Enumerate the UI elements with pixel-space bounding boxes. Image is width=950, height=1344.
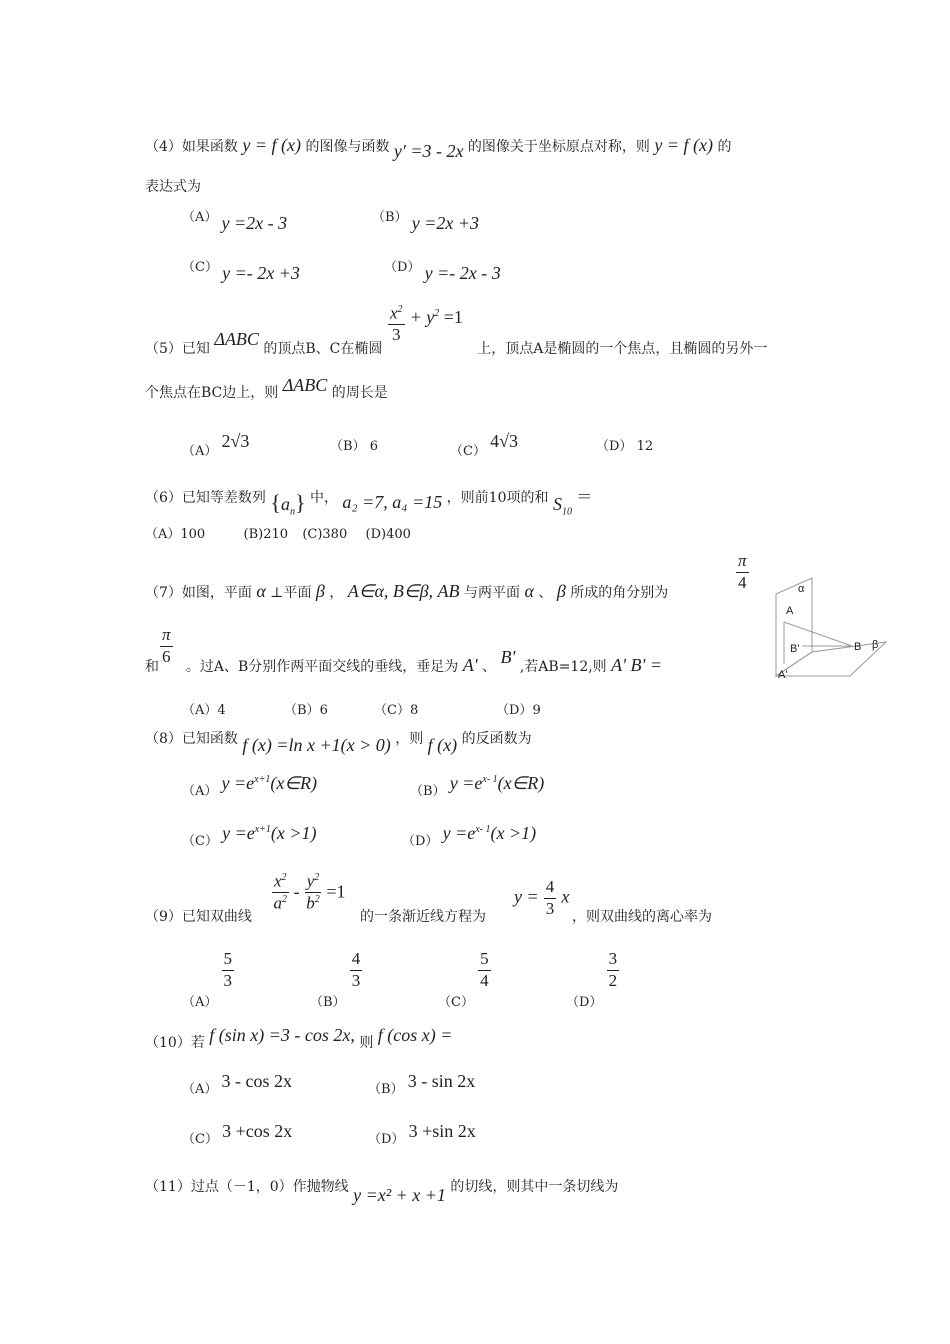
q7-beta: β (315, 581, 325, 601)
q7-b-prime: B' (500, 647, 516, 667)
option-expr: 4√3 (490, 431, 518, 451)
q7-option-a[interactable] (182, 704, 226, 717)
option-num: 5 (478, 950, 491, 971)
q6-text-c: ，则前10项的和 (446, 490, 549, 506)
plane-alpha (776, 578, 812, 676)
q9-hyperbola-eq (272, 872, 346, 914)
q5-text-d: 个焦点在BC边上，则 (145, 385, 279, 401)
q7-apbp: A' B' = (611, 655, 662, 675)
fig-label-alpha: α (798, 583, 805, 595)
q7-perp: ⊥平面 (270, 585, 312, 601)
q8-option-b[interactable] (410, 773, 545, 799)
q6-option-a[interactable] (145, 527, 205, 542)
option-label: (D) (365, 527, 387, 542)
q9-line (145, 910, 252, 924)
option-label: （B） (368, 1082, 404, 1097)
option-expr: 3 - cos 2x (221, 1071, 293, 1091)
q7-pi-4 (736, 552, 749, 592)
q9-text-a: （9）已知双曲线 (145, 909, 252, 925)
q9-line-b (360, 910, 486, 924)
option-label: （B） (330, 439, 366, 454)
q7-option-c[interactable] (374, 704, 418, 717)
asym-num: 4 (544, 878, 557, 899)
q7-text-f: ,若AB=12,则 (519, 659, 607, 675)
pi6-frac (160, 626, 173, 666)
q8-text-b: ，则 (395, 731, 424, 747)
hyp-den2: b (306, 894, 315, 913)
q7-alpha2: α (524, 581, 534, 601)
option-expr: y =2x +3 (411, 213, 479, 233)
asym-right: x (561, 886, 570, 907)
q6-line (145, 484, 593, 518)
seq-base: a (280, 494, 290, 514)
q7-comma: ， (329, 585, 344, 601)
q9-option-c[interactable] (438, 949, 491, 1010)
hyp-frac1: $\frac{x^2}{a^2}$ (273, 871, 288, 913)
q6-sum: S (552, 494, 562, 514)
q10-text-b: 则 (359, 1035, 374, 1051)
option-expr: 9 (532, 703, 541, 718)
q7-figure (766, 572, 890, 684)
q11-parabola: y =x² + x +1 (353, 1185, 446, 1205)
fig-label-a: A (786, 605, 794, 617)
q7-condition: A∈α, B∈β, AB (347, 581, 460, 601)
q4-option-b[interactable] (372, 206, 479, 233)
option-label: （C） (182, 834, 218, 849)
q9-text-b: 的一条渐近线方程为 (360, 909, 486, 925)
option-label: （A） (182, 994, 218, 1010)
option-label: （D） (368, 1132, 405, 1147)
q10-option-a[interactable] (182, 1071, 293, 1097)
option-den: 3 (223, 970, 233, 990)
q4-func-y2: y = f (x) (654, 135, 713, 155)
q4-text-c: 的图像关于坐标原点对称，则 (467, 139, 650, 155)
option-den: 4 (480, 970, 489, 990)
q6-option-c[interactable] (302, 527, 347, 542)
option-label: （B） (372, 210, 408, 225)
q7-line2 (145, 647, 662, 675)
ellipse-den: 3 (392, 325, 401, 345)
option-label: （A） (182, 784, 218, 799)
q4-option-c[interactable] (182, 256, 300, 283)
option-expr: 400 (386, 527, 411, 542)
q6-sum-sub: 10 (561, 506, 572, 518)
option-label: （A） (182, 444, 218, 459)
option-num: 3 (607, 950, 620, 971)
q5-triangle2: ΔABC (282, 375, 328, 395)
seq-sub: n (289, 506, 295, 518)
q5-text-e: 的周长是 (331, 385, 388, 401)
q5-triangle: ΔABC (214, 329, 259, 349)
option-expr: y =- 2x - 3 (424, 263, 501, 283)
option-label: （A） (145, 527, 181, 542)
q9-option-d[interactable] (566, 949, 619, 1010)
option-frac (607, 950, 620, 990)
q7-alpha: α (256, 581, 266, 601)
q5-text-c: 上，顶点A是椭圆的一个焦点，且椭圆的另外一 (477, 341, 768, 357)
option-label: （B） (310, 994, 346, 1010)
pi4-frac (736, 552, 749, 592)
option-sup: x+1 (254, 824, 271, 835)
option-expr: 3 +cos 2x (222, 1121, 293, 1141)
option-expr: 6 (369, 439, 378, 454)
option-label: （D） (596, 439, 633, 454)
q6-text-a: （6）已知等差数列 (145, 490, 266, 506)
option-label: （B） (284, 703, 320, 718)
hyp-num2: y (306, 871, 315, 891)
option-expr: 210 (263, 527, 289, 542)
q11-text-a: （11）过点（－1，0）作抛物线 (145, 1179, 349, 1195)
q6-text-b: 中， (309, 490, 338, 506)
ellipse-frac: $\frac{x^2}{3}$ (390, 303, 403, 345)
q7-text-b: 与两平面 (464, 585, 520, 601)
q10-option-c[interactable] (182, 1121, 293, 1147)
option-label: （A） (182, 703, 218, 718)
q6-equals: ＝ (576, 487, 593, 506)
fig-label-bp: B' (790, 643, 800, 655)
option-label: （D） (384, 260, 421, 275)
option-expr: 3 +sin 2x (408, 1121, 476, 1141)
option-label: （B） (410, 784, 446, 799)
hyp-minus: - (293, 881, 300, 902)
q7-option-d[interactable] (496, 704, 541, 717)
q5-line2 (145, 375, 388, 401)
q9-text-c: ，则双曲线的离心率为 (572, 909, 712, 925)
q5-option-a[interactable] (182, 431, 250, 459)
hyp-frac2: $\frac{y^2}{b^2}$ (306, 871, 320, 913)
q7-pi-6 (160, 626, 173, 666)
option-expr: y =- 2x +3 (222, 263, 300, 283)
fig-label-b: B (854, 641, 862, 653)
q11-line (145, 1176, 619, 1205)
q6-option-d[interactable] (366, 527, 411, 542)
q5-option-c[interactable] (450, 431, 518, 459)
option-expr: 4 (217, 703, 226, 718)
option-label: (C) (302, 527, 323, 542)
q4-func-g: y′ =3 - 2x (393, 141, 464, 161)
q8-option-a[interactable] (182, 773, 317, 799)
option-label: （A） (182, 210, 218, 225)
option-expr: 380 (322, 527, 348, 542)
ellipse-num: x (390, 303, 398, 323)
option-label: （C） (374, 703, 410, 718)
option-expr: 12 (636, 439, 654, 454)
q5-ellipse-eq: $\frac{x^2}{3}$ + $y^2 =1$ (390, 303, 463, 345)
option-label: （D） (402, 834, 439, 849)
fig-label-ap: A' (778, 669, 788, 681)
pi6-num: π (160, 626, 173, 647)
q4-option-d[interactable] (384, 256, 501, 283)
q7-sep2: 、 (482, 659, 497, 675)
option-expr: y =2x - 3 (221, 213, 288, 233)
option-expr: 6 (319, 703, 328, 718)
q4-text-a: （4）如果函数 (145, 139, 238, 155)
ellipse-rest: + y (409, 307, 435, 328)
q10-ask: f (cos x) = (377, 1025, 453, 1045)
q7-sep: 、 (538, 585, 553, 601)
option-expr: 3 - sin 2x (407, 1071, 476, 1091)
q4-text-d: 的 (717, 139, 732, 155)
q5-text-a: （5）已知 (145, 341, 210, 357)
pi4-den: 4 (738, 572, 747, 592)
q10-condition: f (sin x) =3 - cos 2x, (209, 1025, 355, 1045)
q4-line2: 表达式为 (145, 179, 201, 195)
q8-text-a: （8）已知函数 (145, 731, 238, 747)
hyp-den1: a (273, 894, 283, 913)
option-label: （D） (566, 994, 603, 1010)
q5-option-d[interactable] (596, 440, 653, 453)
ellipse-eq: =1 (439, 307, 463, 328)
option-frac (350, 950, 363, 990)
q8-line (145, 728, 532, 755)
q8-option-d[interactable] (402, 823, 537, 849)
option-den: 3 (351, 970, 361, 990)
option-sup: x- 1 (482, 774, 498, 785)
q9-option-b[interactable] (310, 949, 362, 1010)
q4-option-a[interactable] (182, 206, 288, 233)
q9-asymptote (514, 878, 569, 918)
option-label: （C） (438, 994, 474, 1010)
q8-option-c[interactable] (182, 823, 317, 849)
q7-text-c: 所成的角分别为 (570, 585, 669, 601)
option-frac (478, 950, 491, 990)
q10-option-b[interactable] (368, 1071, 476, 1097)
q5-text-b: 的顶点B、C在椭圆 (263, 341, 383, 357)
option-tail: (x >1) (490, 823, 537, 843)
asym-den: 3 (545, 898, 555, 918)
option-label: （D） (496, 703, 533, 718)
q10-option-d[interactable] (368, 1121, 476, 1147)
q6-sequence: $\{a_n\}$ (270, 490, 306, 518)
option-label: （C） (182, 1132, 218, 1147)
q7-text-e: 。过A、B分别作两平面交线的垂线，垂足为 (185, 659, 459, 675)
option-base: y =e (221, 773, 255, 793)
q11-text-b: 的切线，则其中一条切线为 (450, 1179, 619, 1195)
q4-line1 (145, 135, 732, 161)
q4-func-y: y = f (x) (242, 135, 301, 155)
q7-beta2: β (556, 581, 566, 601)
option-expr: 8 (409, 703, 419, 718)
option-expr: 100 (180, 527, 206, 542)
option-den: 2 (608, 970, 618, 990)
asym-frac (544, 878, 557, 918)
q10-line (145, 1025, 453, 1051)
q9-option-a[interactable] (182, 949, 234, 1010)
q8-func: f (x) =ln x +1(x > 0) (242, 735, 391, 755)
hyp-eq: =1 (326, 881, 346, 902)
q7-option-b[interactable] (284, 704, 328, 717)
option-sup: x- 1 (475, 824, 491, 835)
hyp-num1: x (274, 871, 282, 891)
q7-a-prime: A' (462, 655, 478, 675)
q7-text-d: 和 (145, 659, 159, 675)
q6-condition: a₂ =7, a₄ =15 (342, 492, 443, 512)
option-sup: x+1 (254, 774, 271, 785)
option-label: （C） (182, 260, 218, 275)
option-base: y =e (449, 773, 483, 793)
q8-text-c: 的反函数为 (461, 731, 532, 747)
q7-line1 (145, 582, 668, 600)
q4-text-b: 的图像与函数 (305, 139, 390, 155)
pi4-num: π (736, 552, 749, 573)
option-expr: 2√3 (221, 431, 250, 451)
q7-text-a: （7）如图，平面 (145, 585, 252, 601)
asym-left: y = (514, 886, 539, 907)
q10-text-a: （10）若 (145, 1035, 205, 1051)
option-label: (B) (243, 527, 264, 542)
q5-option-b[interactable] (330, 440, 378, 453)
option-frac (222, 950, 235, 990)
pi6-den: 6 (162, 646, 171, 666)
option-num: 4 (350, 950, 363, 971)
option-base: y =e (442, 823, 476, 843)
option-num: 5 (222, 950, 235, 971)
option-tail: (x >1) (270, 823, 317, 843)
q8-func2: f (x) (427, 735, 458, 755)
fig-label-beta: β (872, 639, 879, 651)
q6-options (145, 528, 411, 541)
q6-option-b[interactable] (244, 527, 289, 542)
option-base: y =e (222, 823, 255, 843)
option-tail: (x∈R) (497, 773, 545, 793)
option-tail: (x∈R) (270, 773, 317, 793)
option-label: （A） (182, 1082, 218, 1097)
option-label: （C） (450, 444, 486, 459)
